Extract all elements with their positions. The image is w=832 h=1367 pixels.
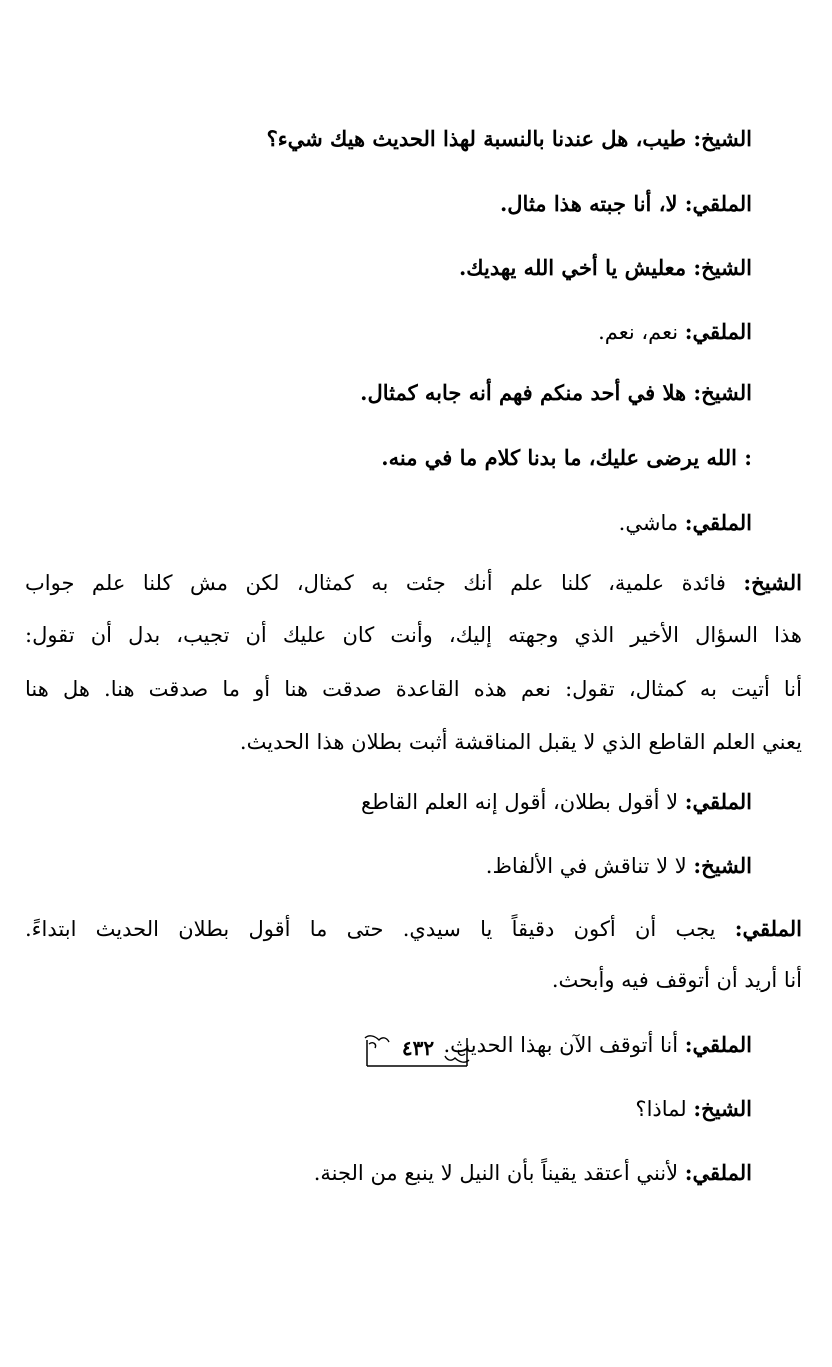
paragraph-text: أنا أتيت به كمثال، تقول: نعم هذه القاعدة صدقت هنا أو ما صدقت هنا. هل هنا [25,677,802,701]
speaker-name: الشيخ [701,255,752,280]
paragraph-text: يجب أن أكون دقيقاً يا سيدي. حتى ما أقول بطلان الحديث ابتداءً. [25,917,735,941]
paragraph-line: الشيخ: فائدة علمية، كلنا علم أنك جئت به كمثال، لكن مش كلنا علم جواب [25,570,802,595]
speaker-name: الملقي [692,1032,752,1057]
dialog-text: ماشي. [618,511,685,535]
dialog-line [381,443,752,473]
dialog-line: الملقي: ماشي. [618,510,752,535]
dialog-text: لا، أنا جبته هذا مثال. [499,191,685,216]
paragraph-line [25,727,802,757]
dialog-line: الملقي: أنا أتوقف الآن بهذا الحديث. [443,1032,752,1057]
speaker-name: الملقي [742,916,802,941]
dialog-text: معليش يا أخي الله يهديك. [458,255,694,280]
paragraph-line [552,965,802,995]
dialog-line: الشيخ: هلا في أحد منكم فهم أنه جابه كمثال. [360,380,752,405]
dialog-text: هلا في أحد منكم فهم أنه جابه كمثال. [360,380,694,405]
dialog-line: الملقي: لا، أنا جبته هذا مثال. [499,191,752,216]
paragraph-line [25,620,802,650]
speaker-name: الملقي [692,789,752,814]
paragraph-text: هذا السؤال الأخير الذي وجهته إليك، وأنت كان عليك أن تجيب، بدل أن تقول: [25,623,802,647]
speaker-name: الملقي [692,191,752,216]
dialog-text: لماذا؟ [635,1097,694,1121]
paragraph-line [25,674,802,704]
dialog-line: الملقي: لأنني أعتقد يقيناً بأن النيل لا ينبع من الجنة. [313,1160,752,1185]
page-number: ٤٣٢ [401,1036,435,1060]
dialog-line: الشيخ: طيب، هل عندنا بالنسبة لهذا الحديث هيك شيء؟ [266,126,752,151]
speaker-name: الشيخ [701,126,752,151]
dialog-line: الملقي: لا أقول بطلان، أقول إنه العلم القاطع [360,789,752,814]
dialog-text: طيب، هل عندنا بالنسبة لهذا الحديث هيك شيء؟ [266,126,694,151]
dialog-text: : الله يرضى عليك، ما بدنا كلام ما في منه. [381,445,752,470]
dialog-text: لأنني أعتقد يقيناً بأن النيل لا ينبع من الجنة. [313,1161,685,1185]
dialog-line: الشيخ: لماذا؟ [635,1096,752,1121]
speaker-name: الملقي [692,1160,752,1185]
speaker-name: الملقي [692,319,752,344]
dialog-text: لا أقول بطلان، أقول إنه العلم القاطع [360,790,685,814]
speaker-name: الشيخ [701,380,752,405]
dialog-line: الشيخ: لا لا تناقش في الألفاظ. [485,853,752,878]
paragraph-text: فائدة علمية، كلنا علم أنك جئت به كمثال، لكن مش كلنا علم جواب [25,571,744,595]
dialog-line: الشيخ: معليش يا أخي الله يهديك. [458,255,752,280]
dialog-text: نعم، نعم. [598,320,685,344]
dialog-text: أنا أتوقف الآن بهذا الحديث. [443,1033,685,1057]
paragraph-text: أنا أريد أن أتوقف فيه وأبحث. [551,968,802,992]
page-number-frame [363,1032,471,1070]
paragraph-line: الملقي: يجب أن أكون دقيقاً يا سيدي. حتى ما أقول بطلان الحديث ابتداءً. [25,916,802,941]
speaker-name: الشيخ [701,1096,752,1121]
dialog-text: لا لا تناقش في الألفاظ. [485,854,694,878]
paragraph-text: يعني العلم القاطع الذي لا يقبل المناقشة أثبت بطلان هذا الحديث. [239,730,802,754]
speaker-name: الشيخ [701,853,752,878]
speaker-name: الشيخ [751,570,802,595]
speaker-name: الملقي [692,510,752,535]
dialog-line: الملقي: نعم، نعم. [598,319,752,344]
